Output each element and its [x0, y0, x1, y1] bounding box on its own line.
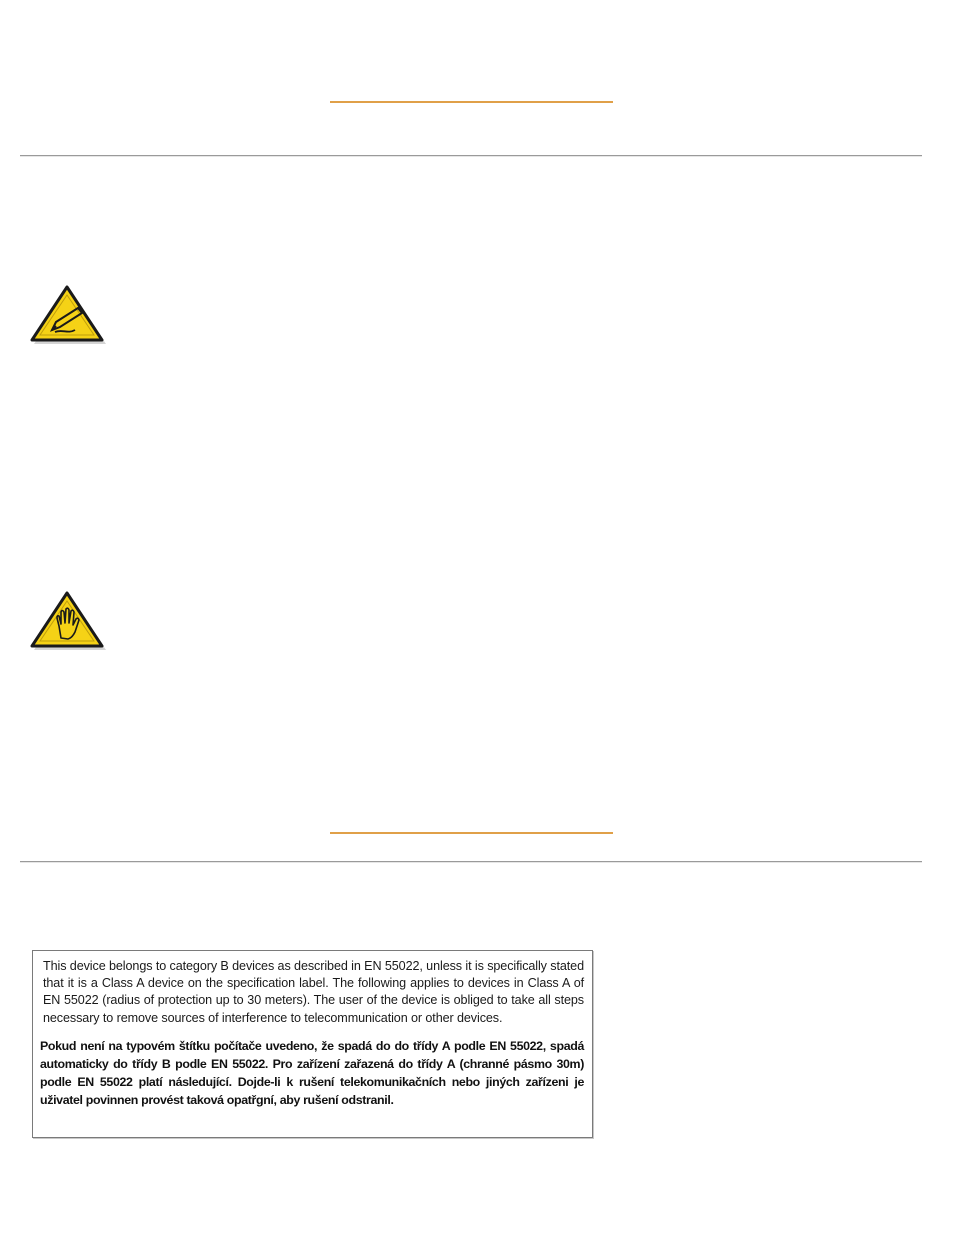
notice-czech-text: Pokud není na typovém štítku počítače uvedeno, že spadá do do třídy A podle EN 55022, spadá automaticky do třídy B podle EN 55022. Pro zařízení zařazená do třídy A (chranné pásmo 30m) podle EN 55022 platí následující. Dojde-li k rušení telekomunikačních nebo jiných zařízeni je uživatel povinnen provést taková opatřgní, aby rušení odstranil.: [40, 1038, 584, 1107]
en55022-notice-box: [32, 950, 593, 1138]
back-to-top-link[interactable]: [330, 101, 613, 103]
notice-english-text: This device belongs to category B devices as described in EN 55022, unless it is specifically stated that it is a Class A device on the specification label. The following applies to devices in Class A of EN 55022 (radius of protection up to 30 meters). The user of the device is obliged to take all steps necessary to remove sources of interference to telecommunication or other devices.: [43, 959, 584, 1025]
back-to-top-link-2[interactable]: [330, 832, 613, 834]
note-pencil-icon: [28, 282, 108, 346]
section-divider-2: [20, 861, 922, 863]
caution-hand-icon: [28, 588, 108, 652]
section-divider: [20, 155, 922, 157]
